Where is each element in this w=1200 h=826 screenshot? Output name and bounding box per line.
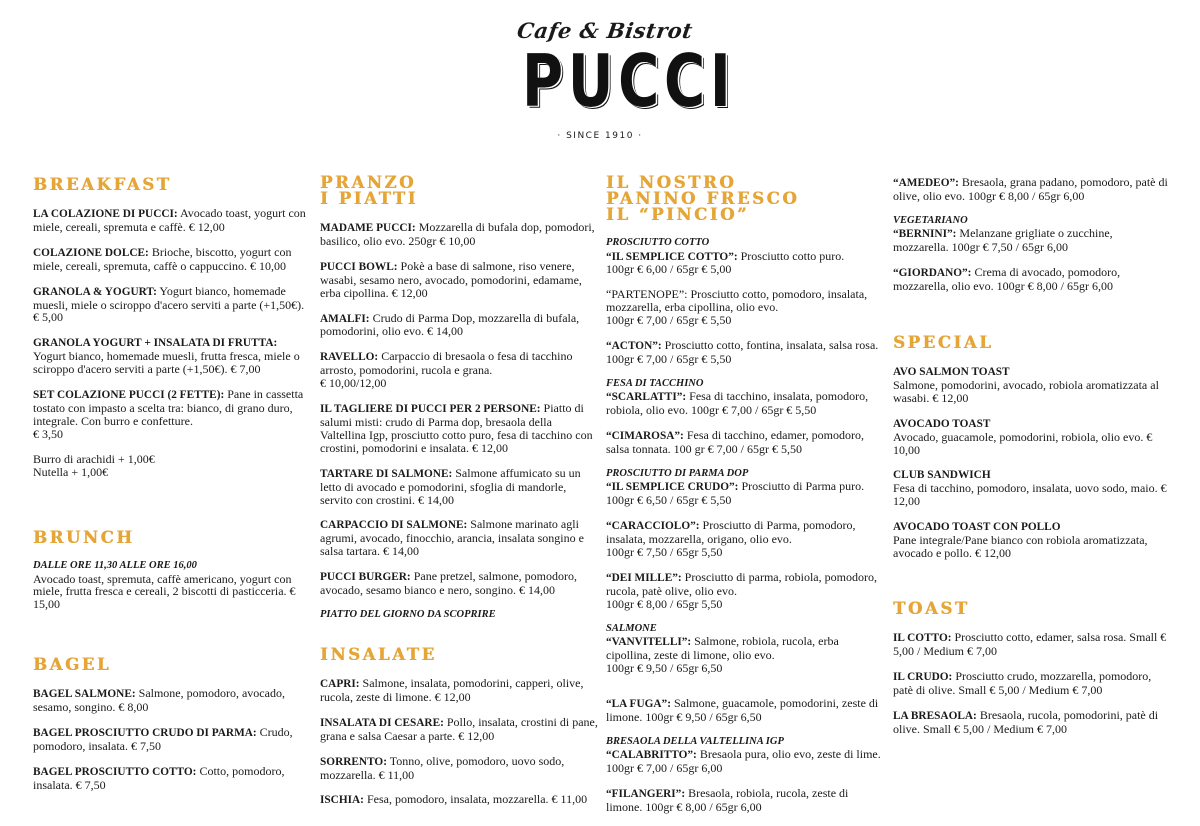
menu-item [606,736,884,775]
item-description: Crudo di Parma Dop, mozzarella di bufala, pomodorini, olio evo. € 14,00 [320,310,580,339]
item-name: PUCCI BOWL: [320,260,398,273]
item-description: Carpaccio di bresaola o fesa di tacchino arrosto, pomodorini, rucola e grana. € 10,00/12,00 [320,349,573,391]
item-name: AVO SALMON TOAST [893,366,1010,378]
item-description: Mozzarella di bufala dop, pomodori, basilico, olio evo. 250gr € 10,00 [320,220,595,248]
item-name: IL TAGLIERE DI PUCCI PER 2 PERSONE: [320,403,541,416]
item-name: LA BRESAOLA: [893,709,977,722]
item-name: INSALATA DI CESARE: [320,716,444,729]
item-description: Prosciutto cotto puro. 100gr € 6,00 / 65gr € 5,00 [606,248,845,277]
menu-item [893,520,1171,560]
item-description: Prosciutto cotto, fontina, insalata, salsa rosa. 100gr € 7,00 / 65gr € 5,50 [606,338,879,366]
menu-item [893,266,1171,293]
menu-item [320,350,598,390]
item-description: Burro di arachidi + 1,00€ Nutella + 1,00€ [33,451,155,479]
menu-item [606,787,884,814]
menu-item [893,709,1171,736]
item-description: Fesa di tacchino, pomodoro, insalata, uovo sodo, maio. € 12,00 [893,481,1167,509]
section-special [893,335,1171,572]
item-description: Avocado, guacamole, pomodorini, robiola, olio evo. € 10,00 [893,429,1153,457]
item-name: “CARACCIOLO”: [606,520,700,533]
menu-item [320,260,598,300]
menu-item [320,221,598,248]
item-description: Pokè a base di salmone, riso venere, wasabi, sesamo nero, avocado, pomodorini, edamame, erba cipollina. € 12,00 [320,258,582,300]
item-name: BAGEL PROSCIUTTO CRUDO DI PARMA: [33,726,257,739]
section-bagel [33,657,311,803]
item-name: “VANVITELLI”: [606,636,692,649]
item-description: Bresaola, grana padano, pomodoro, patè di olive, olio evo. 100gr € 8,00 / 65gr 6,00 [893,175,1168,203]
section-title: BREAKFAST [33,175,172,194]
logo-tagline: Cafe & Bistrot [515,18,695,43]
menu-item [320,609,598,622]
item-name: “LA FUGA”: [606,697,671,710]
menu-item [606,237,884,276]
menu-item [893,215,1171,254]
menu-item [606,378,884,417]
item-description: Salmone, insalata, pomodorini, capperi, olive, rucola, zeste di limone. € 12,00 [320,676,584,704]
item-category: PROSCIUTTO DI PARMA DOP [606,467,749,479]
item-name: “DEI MILLE”: [606,572,682,584]
menu-item [893,670,1171,697]
item-description: Salmone marinato agli agrumi, avocado, finocchio, arancia, insalata songino e salsa tartara. € 14,00 [320,517,584,559]
item-description: Pane pretzel, salmone, pomodoro, avocado, sesamo bianco e nero, songino. € 14,00 [320,569,577,598]
section-title: TOAST [893,599,970,618]
item-category: DALLE ORE 11,30 ALLE ORE 16,00 [33,560,197,571]
item-description: Brioche, biscotto, yogurt con miele, cereali, spremuta, caffè o cappuccino. € 10,00 [33,244,292,273]
section-title: INSALATE [320,645,437,664]
menu-item [606,623,884,675]
section-toast [893,601,1171,747]
section-title: IL NOSTRO PANINO FRESCO IL “PINCIO” [606,173,800,224]
logo [500,18,736,141]
item-name: “IL SEMPLICE CRUDO”: [606,481,739,494]
section-insalate [320,647,598,819]
menu-item [606,571,884,611]
item-description: Pane integrale/Pane bianco con robiola aromatizzata, avocado e pollo. € 12,00 [893,533,1148,560]
item-name: SORRENTO: [320,755,387,768]
item-name: IL COTTO: [893,632,952,644]
menu-item [33,207,311,234]
item-description: Tonno, olive, pomodoro, uovo sodo, mozzarella. € 11,00 [320,753,565,782]
section-pranzo [320,175,598,633]
menu-item [606,429,884,456]
menu-item [606,519,884,559]
item-description: Salmone, robiola, rucola, erba cipollina, zeste di limone, olio evo. 100gr € 9,50 / 65gr 6,50 [606,634,839,676]
menu-item [33,765,311,792]
item-description: Prosciutto cotto, edamer, salsa rosa. Small € 5,00 / Medium € 7,00 [893,630,1167,658]
menu-item [320,518,598,558]
section-title: PRANZO I PIATTI [320,173,418,208]
item-category: SALMONE [606,622,657,634]
menu-item [33,560,311,611]
item-description: Crema di avocado, pomodoro, mozzarella, olio evo. 100gr € 8,00 / 65gr 6,00 [893,265,1121,294]
item-description: Fesa di tacchino, insalata, pomodoro, robiola, olio evo. 100gr € 7,00 / 65gr € 5,50 [606,389,869,418]
item-name: “FILANGERI”: [606,788,686,801]
item-description: Salmone affumicato su un letto di avocado e pomodorini, sfoglia di mandorle, servito con crostini. € 14,00 [320,465,581,507]
item-description: Yogurt bianco, homemade muesli, miele o sciroppo d'acero serviti a parte (+1,50€). € 5,00 [33,283,305,325]
menu-item [320,467,598,507]
menu-item [320,402,598,455]
section-panino-cont [893,176,1171,305]
menu-item [320,312,598,339]
item-description: Prosciutto di Parma, pomodoro, insalata, mozzarella, origano, olio evo. 100gr € 7,50 / 65gr 5,50 [606,518,856,560]
item-name: “CALABRITTO”: [606,749,697,762]
item-description: Bresaola, rucola, pomodorini, patè di olive. Small € 5,00 / Medium € 7,00 [893,707,1159,736]
item-description: Prosciutto di Parma puro. 100gr € 6,50 / 65gr € 5,50 [606,479,865,508]
item-name: AVOCADO TOAST CON POLLO [893,521,1061,534]
item-description: Salmone, guacamole, pomodorini, zeste di limone. 100gr € 9,50 / 65gr 6,50 [606,695,879,724]
section-brunch [33,530,311,623]
menu-item [33,246,311,273]
item-category: VEGETARIANO [893,214,968,226]
item-name: AVOCADO TOAST [893,417,991,430]
item-description: Pane in cassetta tostato con impasto a scelta tra: bianco, di grano duro, integrale. Con burro e confetture. € 3,50 [33,387,304,441]
item-category: FESA DI TACCHINO [606,377,704,389]
item-description: Bresaola pura, olio evo, zeste di lime. 100gr € 7,00 / 65gr 6,00 [606,747,881,776]
section-title: BAGEL [33,655,112,674]
item-description: Avocado toast, spremuta, caffè americano, yogurt con miele, frutta fresca e cereali, 2 biscotti di pasticceria. € 15,00 [33,571,296,612]
menu-item [606,468,884,507]
item-description: Prosciutto crudo, mozzarella, pomodoro, patè di olive. Small € 5,00 / Medium € 7,00 [893,668,1152,697]
item-name: CARPACCIO DI SALMONE: [320,519,468,532]
item-name: “BERNINI”: [893,228,957,241]
item-name: BAGEL PROSCIUTTO COTTO: [33,765,197,778]
menu-item [893,417,1171,457]
menu-item [320,677,598,704]
item-name: IL CRUDO: [893,670,953,683]
item-category: PIATTO DEL GIORNO DA SCOPRIRE [320,608,496,620]
menu-item [33,726,311,753]
menu-item [893,468,1171,508]
item-name: “ACTON”: [606,340,662,353]
item-description: Prosciutto di parma, robiola, pomodoro, rucola, patè olive, olio evo. 100gr € 8,00 / 65gr 5,50 [606,570,877,611]
item-name: LA COLAZIONE DI PUCCI: [33,208,178,220]
item-name: ISCHIA: [320,794,364,807]
item-description: Cotto, pomodoro, insalata. € 7,50 [33,763,285,792]
item-name: “CIMAROSA”: [606,430,684,443]
section-panino [606,175,884,826]
item-name: MADAME PUCCI: [320,222,416,234]
item-name: CAPRI: [320,678,360,690]
item-category: PROSCIUTTO COTTO [606,237,710,248]
menu-item [33,336,311,376]
item-description: Fesa di tacchino, edamer, pomodoro, salsa tonnata. 100 gr € 7,00 / 65gr € 5,50 [606,428,864,457]
item-name: COLAZIONE DOLCE: [33,246,149,259]
logo-since: · SINCE 1910 · [557,131,643,141]
menu-item [320,716,598,743]
menu-item [33,453,311,479]
item-name: GRANOLA YOGURT + INSALATA DI FRUTTA: [33,337,278,350]
item-name: “IL SEMPLICE COTTO”: [606,250,738,263]
item-name: TARTARE DI SALMONE: [320,467,453,480]
item-name: “AMEDEO”: [893,177,959,189]
item-name: PUCCI BURGER: [320,571,411,584]
item-description: Piatto di salumi misti: crudo di Parma dop, bresaola della Valtellina Igp, prosciutto cotto puro, fesa di tacchino con crostini, pomodorini e insalata. € 12,00 [320,401,593,455]
menu-item [33,285,311,325]
item-description: Bresaola, robiola, rucola, zeste di limone. 100gr € 8,00 / 65gr 6,00 [606,786,849,814]
item-description: “PARTENOPE”: Prosciutto cotto, pomodoro, insalata, mozzarella, erba cipollina, olio evo. 100gr € 7,00 / 65gr € 5,50 [606,287,868,328]
item-name: CLUB SANDWICH [893,469,991,482]
menu-item [606,697,884,724]
item-name: BAGEL SALMONE: [33,688,136,700]
item-name: GRANOLA & YOGURT: [33,285,157,298]
menu-item [606,288,884,327]
item-description: Pollo, insalata, crostini di pane, grana e salsa Caesar a parte. € 12,00 [320,714,598,743]
logo-brand: PUCCI [522,39,736,123]
item-name: “GIORDANO”: [893,267,972,280]
section-breakfast [33,177,311,491]
menu-item [320,570,598,597]
menu-item [893,365,1171,405]
item-category: BRESAOLA DELLA VALTELLINA IGP [606,735,784,747]
item-name: RAVELLO: [320,351,379,364]
item-description: Crudo, pomodoro, insalata. € 7,50 [33,724,293,753]
menu-item [320,793,598,807]
menu-item [893,631,1171,658]
item-name: AMALFI: [320,312,370,325]
section-title: SPECIAL [893,333,994,352]
item-description: Avocado toast, yogurt con miele, cereali, spremuta e caffè. € 12,00 [33,206,306,234]
item-name: SET COLAZIONE PUCCI (2 FETTE): [33,389,225,402]
menu-item [33,687,311,714]
item-description: Melanzane grigliate o zucchine, mozzarella. 100gr € 7,50 / 65gr 6,00 [893,226,1113,255]
section-title: BRUNCH [33,528,135,547]
menu-item [606,339,884,366]
menu-item [320,755,598,782]
item-description: Salmone, pomodoro, avocado, sesamo, songino. € 8,00 [33,686,285,714]
menu-item [33,388,311,441]
item-name: “SCARLATTI”: [606,391,687,404]
menu-item [893,176,1171,203]
item-description: Salmone, pomodorini, avocado, robiola aromatizzata al wasabi. € 12,00 [893,377,1159,405]
item-description: Fesa, pomodoro, insalata, mozzarella. € 11,00 [363,792,588,807]
item-description: Yogurt bianco, homemade muesli, frutta fresca, miele o sciroppo d'acero serviti a parte (+1,50€). € 7,00 [33,349,300,377]
